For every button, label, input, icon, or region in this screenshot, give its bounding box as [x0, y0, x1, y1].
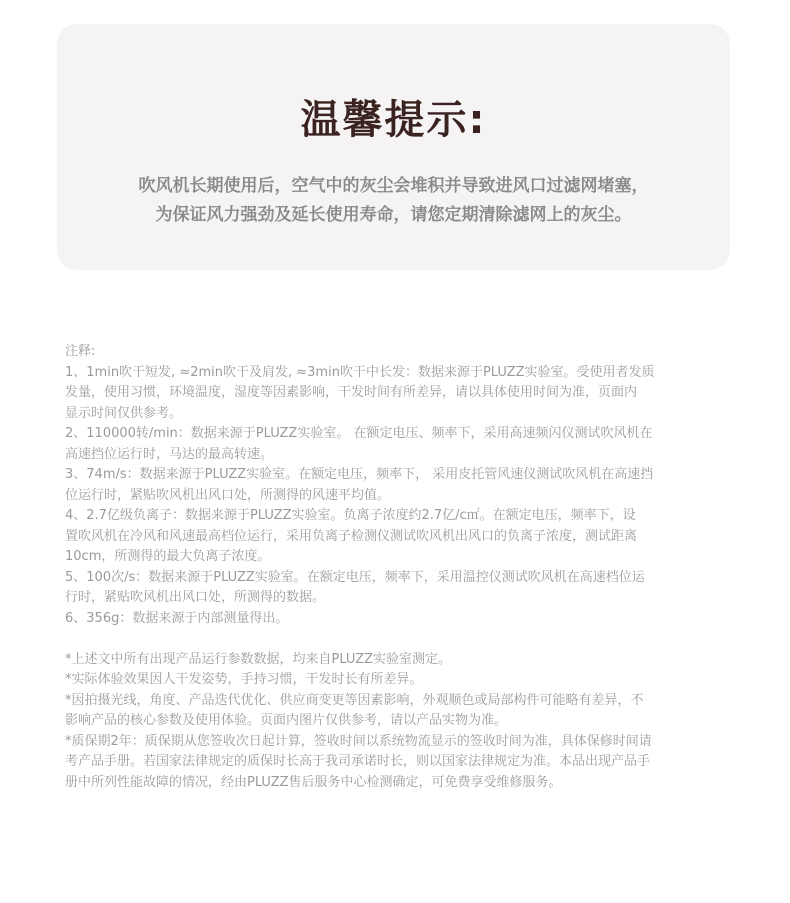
disclaimer-line: *因拍摄光线，角度、产品迭代优化、供应商变更等因素影响，外观顺色或局部构件可能略有差异，不 [65, 692, 644, 708]
note-line: 发量，使用习惯，环境温度，湿度等因素影响，干发时间有所差异，请以具体使用时间为准，页面内 [65, 385, 638, 400]
disclaimer-line: *实际体验效果因人干发姿势，手持习惯，干发时长有所差异。 [65, 672, 423, 687]
disclaimer-line: 考产品手册。若国家法律规定的质保时长高于我司承诺时长，则以国家法律规定为准。本品出现产品手 [65, 754, 651, 769]
note-line: 行时，紧贴吹风机出风口处，所测得的数据。 [65, 590, 326, 605]
disclaimer-line: 影响产品的核心参数及使用体验。页面内图片仅供参考，请以产品实物为准。 [65, 713, 508, 728]
note-line: 3、74m/s：数据来源于PLUZZ实验室。在额定电压，频率下， 采用皮托管风速仪测试吹风机在高速挡 [65, 467, 654, 482]
note-line: 10cm，所测得的最大负离子浓度。 [65, 549, 271, 564]
spacer [65, 629, 731, 650]
tip-line: 吹风机长期使用后，空气中的灰尘会堆积并导致进风口过滤网堵塞， [138, 176, 649, 196]
tip-line: 为保证风力强劲及延长使用寿命，请您定期清除滤网上的灰尘。 [155, 205, 632, 225]
notes-heading: 注释: [65, 344, 96, 359]
note-line: 2、110000转/min：数据来源于PLUZZ实验室。 在额定电压、频率下，采用高速频闪仪测试吹风机在 [65, 426, 653, 441]
notes-section [65, 342, 731, 793]
note-line: 位运行时，紧贴吹风机出风口处，所测得的风速平均值。 [65, 487, 391, 503]
disclaimer-line: 册中所列性能故障的情况，经由PLUZZ售后服务中心检测确定，可免费享受维修服务。 [65, 774, 562, 790]
tip-title: 温馨提示: [300, 97, 487, 143]
tip-body [57, 172, 730, 230]
disclaimer-line: *上述文中所有出现产品运行参数数据，均来自PLUZZ实验室测定。 [65, 651, 452, 667]
note-line: 6、356g：数据来源于内部测量得出。 [65, 610, 289, 626]
disclaimer-line: *质保期2年：质保期从您签收次日起计算，签收时间以系统物流显示的签收时间为准，具体保修时间请 [65, 733, 652, 749]
note-line: 1、1min吹干短发, ≈2min吹干及肩发, ≈3min吹干中长发：数据来源于PLUZZ实验室。受使用者发质 [65, 364, 655, 380]
note-line: 高速挡位运行时，马达的最高转速。 [65, 446, 274, 462]
note-line: 5、100次/s：数据来源于PLUZZ实验室。在额定电压，频率下，采用温控仪测试吹风机在高速档位运 [65, 569, 645, 585]
tip-card [57, 24, 730, 270]
note-line: 置吹风机在冷风和风速最高档位运行，采用负离子检测仪测试吹风机出风口的负离子浓度，测试距离 [65, 528, 638, 544]
note-line: 4、2.7亿级负离子：数据来源于PLUZZ实验室。负离子浓度约2.7亿/c㎡。在额定电压，频率下，设 [65, 508, 636, 523]
note-line: 显示时间仅供参考。 [65, 405, 183, 421]
